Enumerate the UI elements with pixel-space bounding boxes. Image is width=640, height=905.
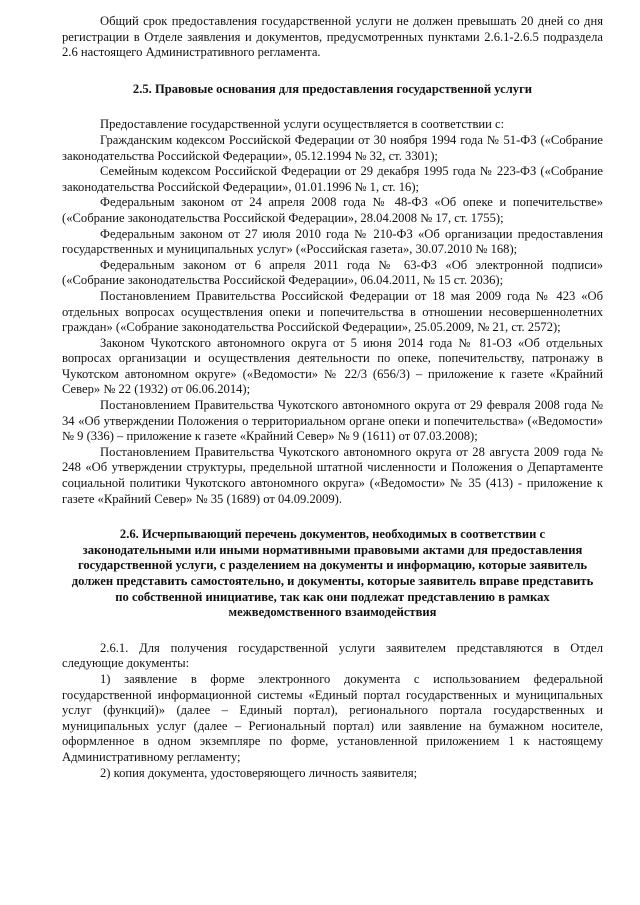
legal-basis-item: Постановлением Правительства Чукотского автономного округа от 29 февраля 2008 года № 34 «Об утверждении Положения о территориальном органе опеки и попечительства» («Ведомости» № 9 (336) – приложение к газете «Крайний Север» № 9 (1611) от 07.03.2008);	[62, 398, 603, 444]
legal-basis-item: Постановлением Правительства Чукотского автономного округа от 28 августа 2009 года № 248 «Об утверждении структуры, предельной штатной численности и Положения о Департаменте социальной политики Чукотского автономного округа» («Ведомости» № 35 (413) - приложение к газете «Крайний Север» № 35 (1689) от 04.09.2009).	[62, 444, 603, 506]
section-2-6-paragraph: 2.6.1. Для получения государственной услуги заявителем представляются в Отдел следующие документы:	[62, 640, 603, 671]
legal-basis-item: Семейным кодексом Российской Федерации от 29 декабря 1995 года № 223-ФЗ («Собрание законодательства Российской Федерации», 01.01.1996 № 1, ст. 16);	[62, 164, 603, 194]
section-2-6-paragraph: 1) заявление в форме электронного документа с использованием федеральной государственной информационной системы «Единый портал государственных и муниципальных услуг (функций)» (далее – Единый портал), регионального портала государственных и муниципальных услуг (далее – Региональный портал) или заявление на бумажном носителе, оформленное в одном экземпляре по форме, установленной приложением 1 к настоящему Административному регламенту;	[62, 671, 603, 764]
section-2-6-paragraph: 2) копия документа, удостоверяющего личность заявителя;	[100, 765, 418, 780]
legal-basis-item: Федеральным законом от 24 апреля 2008 года № 48-ФЗ «Об опеке и попечительстве» («Собрание законодательства Российской Федерации», 28.04.2008 № 17, ст. 1755);	[62, 195, 603, 225]
legal-basis-item: Законом Чукотского автономного округа от 5 июня 2014 года № 81-ОЗ «Об отдельных вопросах организации и осуществления деятельности по опеке, попечительству, патронажу в Чукотском автономном округе» («Ведомости» № 22/3 (656/3) – приложение к газете «Крайний Север» № 22 (1932) от 06.06.2014);	[62, 335, 603, 397]
legal-basis-item: Постановлением Правительства Российской Федерации от 18 мая 2009 года № 423 «Об отдельных вопросах осуществления опеки и попечительства в отношении несовершеннолетних граждан» («Собрание законодательства Российской Федерации», 25.05.2009, № 21, ст. 2572);	[62, 288, 603, 335]
section-2-5-lead: Предоставление государственной услуги осуществляется в соответствии с:	[100, 117, 505, 132]
intro-paragraph: Общий срок предоставления государственной услуги не должен превышать 20 дней со дня регистрации в Отделе заявления и документов, предусмотренных пунктами 2.6.1-2.6.5 подраздела 2.6 настоящего Административного регламента.	[62, 14, 603, 60]
section-2-5-heading: 2.5. Правовые основания для предоставления государственной услуги	[132, 81, 533, 96]
section-2-6-heading: 2.6. Исчерпывающий перечень документов, необходимых в соответствии с законодательными или иными нормативными правовыми актами для предоставления государственной услуги, с разделением на документы и информацию, которые заявитель должен представить самостоятельно, и документы, которые заявитель вправе представить по собственной инициативе, так как они подлежат представлению в рамках межведомственного взаимодействия	[71, 527, 594, 620]
legal-basis-item: Гражданским кодексом Российской Федерации от 30 ноября 1994 года № 51-ФЗ («Собрание законодательства Российской Федерации», 05.12.1994 № 32, ст. 3301);	[62, 132, 603, 163]
legal-basis-item: Федеральным законом от 27 июля 2010 года № 210-ФЗ «Об организации предоставления государственных и муниципальных услуг» («Российская газета», 30.07.2010 № 168);	[62, 226, 603, 257]
legal-basis-item: Федеральным законом от 6 апреля 2011 года № 63-ФЗ «Об электронной подписи» («Собрание законодательства Российской Федерации», 06.04.2011, № 15 ст. 2036);	[62, 257, 603, 288]
